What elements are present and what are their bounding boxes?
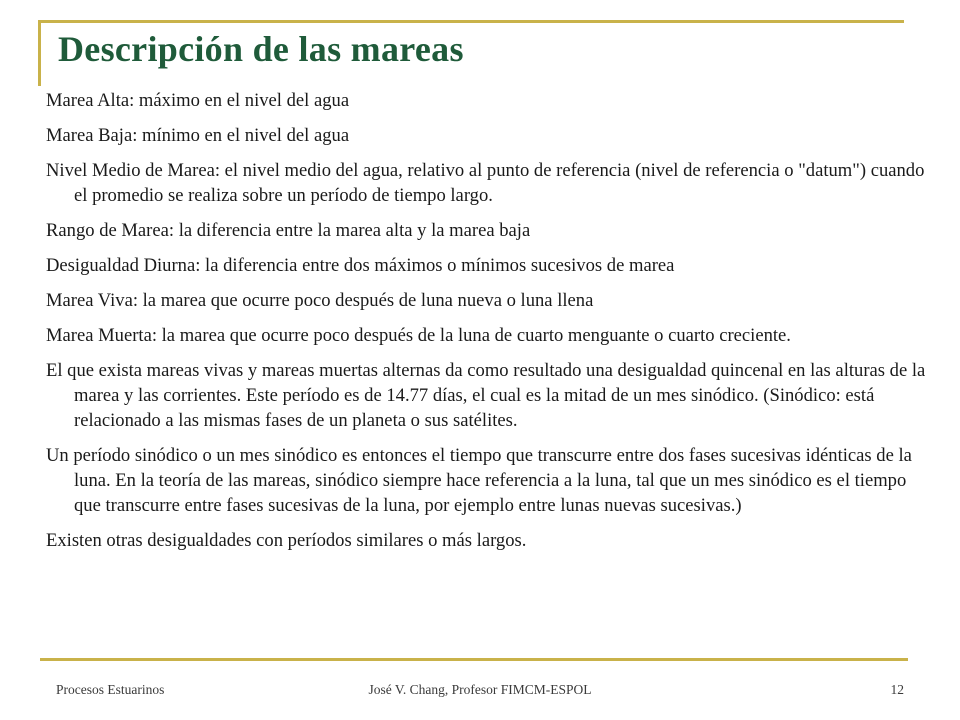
slide-body <box>46 88 928 563</box>
paragraph-marea-muerta: Marea Muerta: la marea que ocurre poco después de la luna de cuarto menguante o cuarto creciente. <box>46 325 791 346</box>
paragraph-desigualdad-quincenal: El que exista mareas vivas y mareas muertas alternas da como resultado una desigualdad quincenal en las alturas de la marea y las corrientes. Este período es de 14.77 días, el cual es la mitad de un mes sinódico. (Sinódico: está relacionado a las mismas fases de un planeta o sus satélites. <box>46 360 926 431</box>
paragraph-periodo-sinodico: Un período sinódico o un mes sinódico es entonces el tiempo que transcurre entre dos fases sucesivas idénticas de la luna. En la teoría de las mareas, sinódico siempre hace referencia a la luna, tal que un mes sinódico es el tiempo que transcurre entre fases sucesivas de la luna, por ejemplo entre lunas nuevas sucesivas.) <box>46 445 912 516</box>
footer-author: José V. Chang, Profesor FIMCM-ESPOL <box>368 682 592 697</box>
frame-bottom-line <box>40 658 908 661</box>
paragraph-desigualdad-diurna: Desigualdad Diurna: la diferencia entre dos máximos o mínimos sucesivos de marea <box>46 255 675 276</box>
paragraph-rango: Rango de Marea: la diferencia entre la marea alta y la marea baja <box>46 220 531 241</box>
footer-course: Procesos Estuarinos <box>56 682 165 697</box>
page-number: 12 <box>890 682 904 697</box>
paragraph-marea-alta: Marea Alta: máximo en el nivel del agua <box>46 90 350 111</box>
paragraph-marea-viva: Marea Viva: la marea que ocurre poco después de luna nueva o luna llena <box>46 290 594 311</box>
frame-vertical-line <box>38 20 41 86</box>
slide-title: Descripción de las mareas <box>58 29 464 69</box>
paragraph-marea-baja: Marea Baja: mínimo en el nivel del agua <box>46 125 350 146</box>
frame-top-line <box>38 20 904 23</box>
paragraph-otras-desigualdades: Existen otras desigualdades con períodos similares o más largos. <box>46 530 527 551</box>
paragraph-nivel-medio: Nivel Medio de Marea: el nivel medio del agua, relativo al punto de referencia (nivel de referencia o "datum") cuando el promedio se realiza sobre un período de tiempo largo. <box>46 160 925 206</box>
